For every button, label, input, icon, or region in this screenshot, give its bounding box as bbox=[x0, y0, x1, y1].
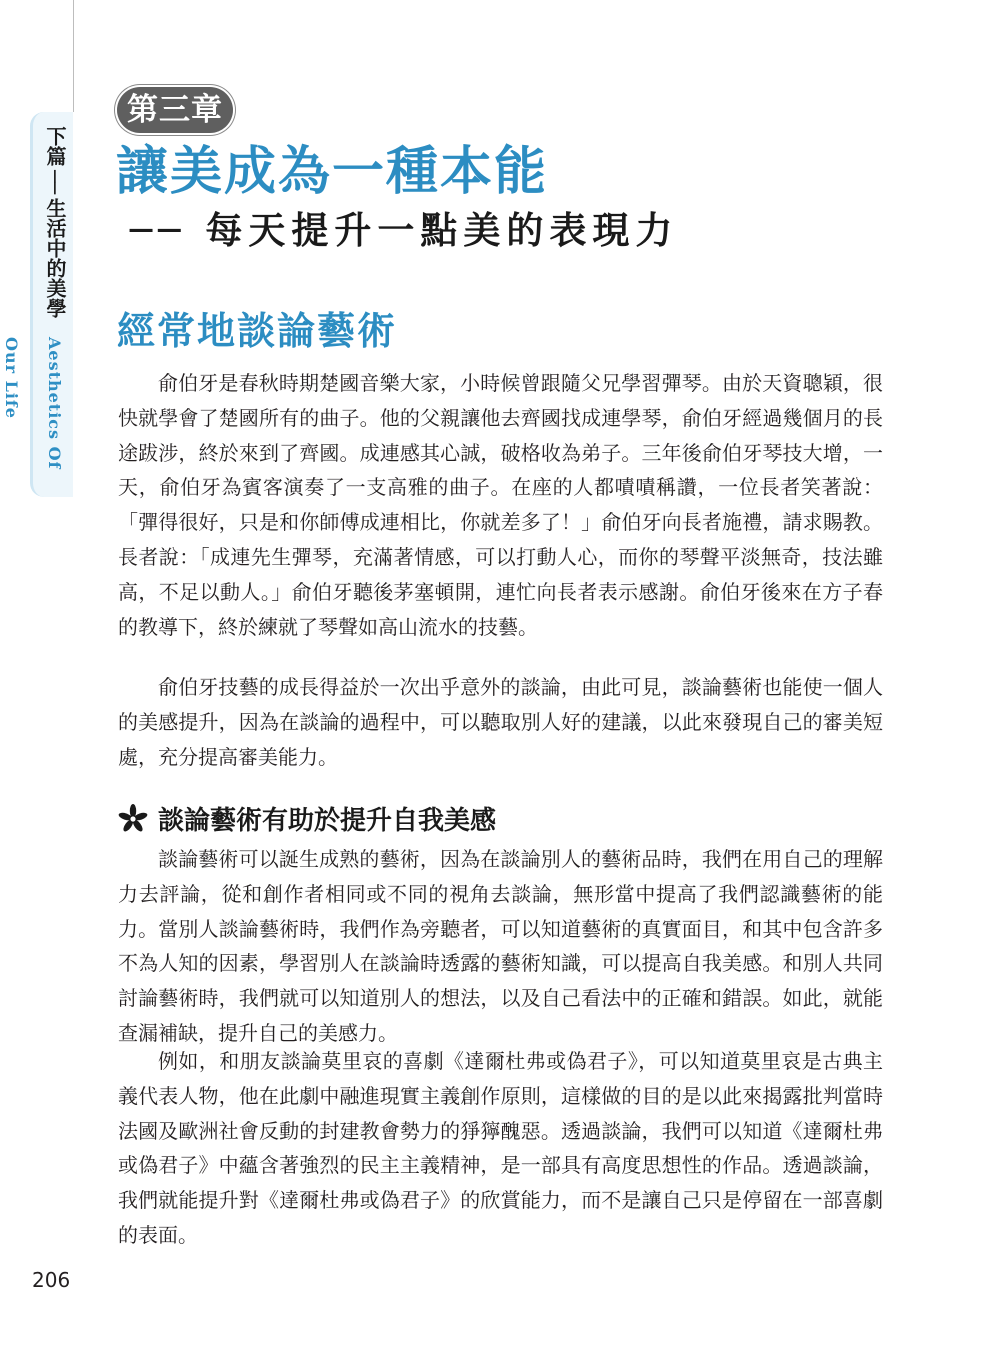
margin-rule bbox=[73, 0, 74, 112]
paragraph: 俞伯牙是春秋時期楚國音樂大家，小時候曾跟隨父兄學習彈琴。由於天資聰穎，很快就學會了楚國所有的曲子。他的父親讓他去齊國找成連學琴，俞伯牙經過幾個月的長途跋涉，終於來到了齊國。成連感其心誠，破格收為弟子。三年後俞伯牙琴技大增，一天，俞伯牙為賓客演奏了一支高雅的曲子。在座的人都嘖嘖稱讚，一位長者笑著說：「彈得很好，只是和你師傅成連相比，你就差多了！」俞伯牙向長者施禮，請求賜教。長者說：「成連先生彈琴，充滿著情感，可以打動人心，而你的琴聲平淡無奇，技法雖高，不足以動人。」俞伯牙聽後茅塞頓開，連忙向長者表示感謝。俞伯牙後來在方子春的教導下，終於練就了琴聲如高山流水的技藝。 bbox=[118, 371, 883, 639]
subsection-body-1 bbox=[118, 842, 883, 1064]
chapter-title: 讓美成為一種本能 bbox=[116, 141, 549, 202]
chapter-badge: 第三章 bbox=[117, 87, 233, 133]
page-number: 206 bbox=[32, 1268, 71, 1292]
part-title: 生活中的美學 bbox=[43, 198, 67, 319]
part-label: 下篇 bbox=[43, 126, 67, 166]
side-section-tab bbox=[2, 112, 73, 497]
paragraph: 例如，和朋友談論莫里哀的喜劇《達爾杜弗或偽君子》，可以知道莫里哀是古典主義代表人物，他在此劇中融進現實主義創作原則，這樣做的目的是以此來揭露批判當時法國及歐洲社會反動的封建教會勢力的猙獰醜惡。透過談論，我們可以知道《達爾杜弗或偽君子》中蘊含著強烈的民主主義精神，是一部具有高度思想性的作品。透過談論，我們就能提升對《達爾杜弗或偽君子》的欣賞能力，而不是讓自己只是停留在一部喜劇的表面。 bbox=[118, 1049, 883, 1247]
section-body-1 bbox=[118, 366, 883, 657]
chapter-subtitle: ── 每天提升一點美的表現力 bbox=[130, 208, 679, 252]
part-title-english: Aesthetics Of Our Life bbox=[2, 337, 64, 470]
section-title: 經常地談論藝術 bbox=[117, 308, 398, 353]
section-body-2 bbox=[118, 670, 883, 787]
subsection-body-2 bbox=[118, 1044, 883, 1266]
subsection-title: 談論藝術有助於提升自我美感 bbox=[158, 806, 497, 836]
side-dash: ── bbox=[43, 170, 67, 195]
side-tab-chinese bbox=[33, 126, 76, 318]
subsection-heading bbox=[118, 800, 496, 837]
asterisk-flower-icon bbox=[118, 804, 148, 834]
paragraph: 談論藝術可以誕生成熟的藝術，因為在談論別人的藝術品時，我們在用自己的理解力去評論，從和創作者相同或不同的視角去談論，無形當中提高了我們認識藝術的能力。當別人談論藝術時，我們作為旁聽者，可以知道藝術的真實面目，和其中包含許多不為人知的因素，學習別人在談論時透露的藝術知識，可以提高自我美感。和別人共同討論藝術時，我們就可以知道別人的想法，以及自己看法中的正確和錯誤。如此，就能查漏補缺，提升自己的美感力。 bbox=[118, 847, 883, 1045]
paragraph: 俞伯牙技藝的成長得益於一次出乎意外的談論，由此可見，談論藝術也能使一個人的美感提升，因為在談論的過程中，可以聽取別人好的建議，以此來發現自己的審美短處，充分提高審美能力。 bbox=[118, 675, 883, 769]
